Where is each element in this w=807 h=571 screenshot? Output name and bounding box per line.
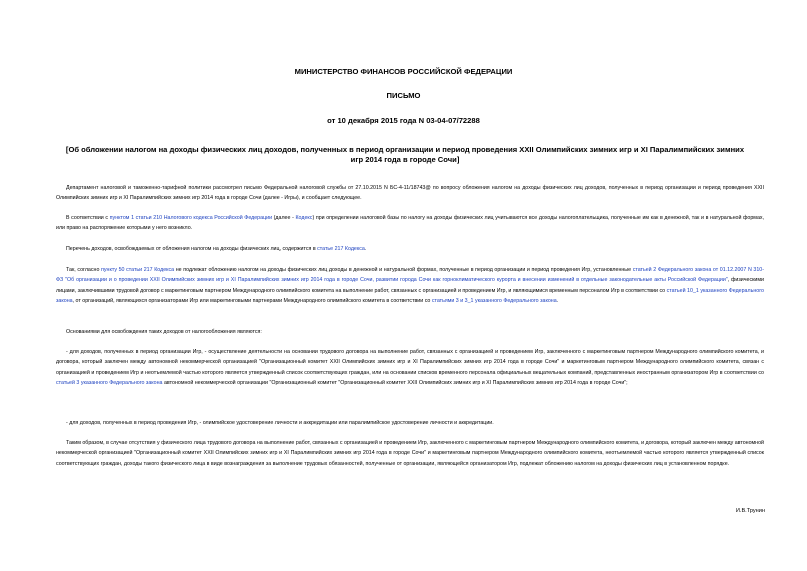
link-article-210[interactable]: пунктом 1 статьи 210 Налогового кодекса Российской Федерации: [109, 215, 273, 221]
text: не подлежат обложению налогом на доходы физических лиц доходы в денежной и натуральной формах, полученные в период организации и период проведения Игр, установленные: [174, 267, 633, 273]
document-date-number: от 10 декабря 2015 года N 03-04-07/72288: [327, 116, 480, 125]
link-article-217[interactable]: статье 217 Кодекса: [317, 246, 365, 252]
document-type: ПИСЬМО: [386, 91, 421, 100]
paragraph-6: [56, 347, 764, 389]
text: .: [364, 246, 367, 252]
text: (далее -: [272, 215, 296, 221]
link-code[interactable]: Кодекс: [295, 215, 313, 221]
text: В соответствии с: [66, 215, 110, 221]
paragraph-1: Департамент налоговой и таможенно-тарифной политики рассмотрел письмо Федеральной налоговой службы от 27.10.2015 N БС-4-11/18743@ по вопросу обложения налогом на доходы физических лиц доходов, полученных в период организации и период проведения XXII Олимпийских зимних игр и XI Паралимпийских зимних игр 2014 года в городе Сочи (далее - Игры), и сообщает следующее.: [56, 185, 764, 202]
paragraph-4: [56, 265, 764, 307]
signature: И.В.Трунин: [735, 508, 765, 514]
text: .: [556, 298, 559, 305]
text: автономной некоммерческой организации "Организационный комитет "Организационный комитет XXII Олимпийских зимних игр и XI Паралимпийских зимних игр 2014 года в городе Сочи";: [162, 380, 628, 387]
paragraph-2: [56, 213, 764, 234]
ministry-heading: МИНИСТЕРСТВО ФИНАНСОВ РОССИЙСКОЙ ФЕДЕРАЦИИ: [294, 67, 513, 76]
link-article-3[interactable]: статьей 3 указанного Федерального закона: [56, 380, 163, 387]
document-subject: [Об обложении налогом на доходы физических лиц доходов, полученных в период организации и период проведения XXII Олимпийских зимних игр и XI Паралимпийских зимних игр 2014 года в городе Сочи]: [65, 145, 745, 164]
text: Перечень доходов, освобождаемых от обложения налогом на доходы физических лиц, содержится в: [66, 246, 318, 252]
link-federal-law-310[interactable]: статьей 2 Федерального закона от 01.12.2007 N 310-ФЗ "Об организации и о проведении XXII Олимпийских зимних игр и XI Паралимпийских зимних игр 2014 года в городе Сочи, развитии города Сочи как горноклиматического курорта и внесении изменений в отдельные законодательные акты Российской Федерации": [56, 267, 765, 284]
paragraph-3: [56, 244, 764, 254]
paragraph-8: Таким образом, в случае отсутствия у физического лица трудового договора на выполнение работ, связанных с организацией и проведением Игр, заключенного с маркетинговым партнером Международного олимпийского комитета, и договора, который заключен между автономной некоммерческой организацией "Организационный комитет XXII Олимпийских зимних игр и XI Паралимпийских зимних игр 2014 года в городе Сочи" и маркетинговым партнером Международного олимпийского комитета, неотъемлемой частью которого является утвержденный список соответствующих граждан, доходы такого физического лица в виде вознаграждения за выполнение трудовых обязанностей, полученные от организации, являющейся организатором Игр, подлежат обложению налогом на доходы физических лиц в установленном порядке.: [56, 440, 764, 467]
link-articles-3-3-1[interactable]: статьями 3 и 3_1 указанного Федерального закона: [431, 298, 557, 305]
text: , от организаций, являющихся организаторами Игр или маркетинговыми партнерами Международного олимпийского комитета в соответствии со: [72, 298, 432, 305]
paragraph-7: - для доходов, полученных в период проведения Игр, - олимпийское удостоверение личности и аккредитации или паралимпийское удостоверение личности и аккредитации.: [66, 420, 494, 426]
link-article-217-item-50[interactable]: пункту 50 статьи 217 Кодекса: [101, 267, 175, 273]
link-article-10-1[interactable]: статьей 10_1 указанного Федерального закона: [56, 287, 764, 305]
text: , физическими лицами, заключившими трудовой договор с маркетинговым партнером Международного олимпийского комитета на выполнение работ, связанных с организацией и проведением Игр, и являющимися временным персоналом Игр в соответствии со: [56, 277, 764, 294]
paragraph-5: Основаниями для освобождения таких доходов от налогообложения являются:: [66, 329, 262, 335]
text: ) при определении налоговой базы по налогу на доходы физических лиц учитываются все доходы налогоплательщика, полученные им как в денежной, так и в натуральной формах, или право на распоряжение которыми у него возникло.: [56, 215, 765, 232]
text: Так, согласно: [66, 267, 102, 273]
text: - для доходов, полученных в период организации Игр, - осуществление деятельности на основании трудового договора на выполнение работ, связанных с организацией и проведением Игр, заключенного с маркетинговым партнером Международного олимпийского комитета, и договора, который заключен между автономной некоммерческой организацией "Организационный комитет XXII Олимпийских зимних игр и XI Паралимпийских зимних игр 2014 года в городе Сочи" и маркетинговым партнером Международного олимпийского комитета, связан с организацией и проведением Игр и неотъемлемой частью которого является утвержденный список соответствующих граждан, или на основании списков временного персонала официальных вещательных компаний, представленных иностранным организатором Игр в соответствии со: [56, 349, 764, 376]
